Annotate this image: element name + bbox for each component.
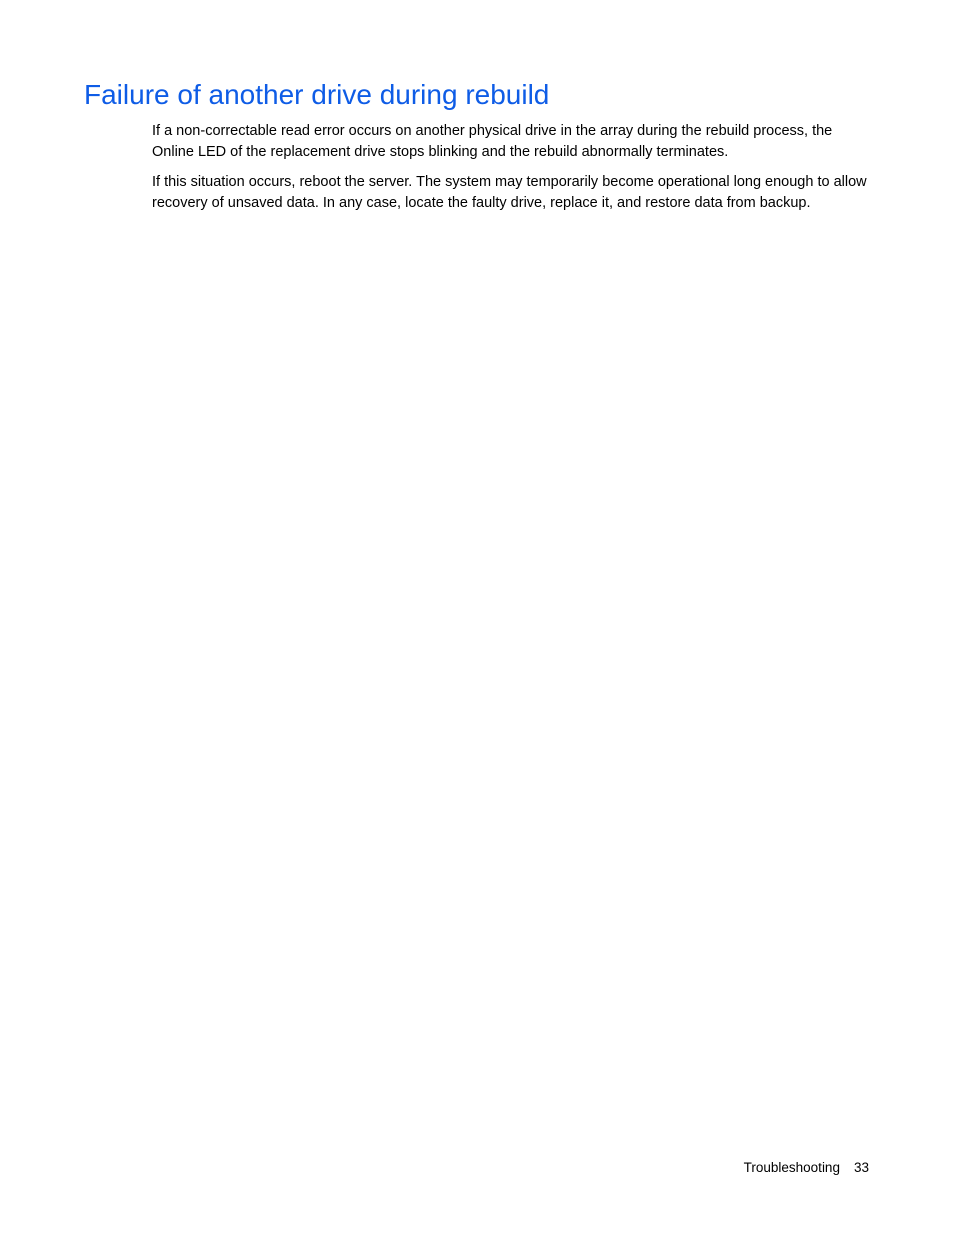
section-heading: Failure of another drive during rebuild <box>84 79 550 110</box>
page-footer <box>744 1158 869 1178</box>
footer-page-number: 33 <box>853 1160 869 1175</box>
footer-section-title: Troubleshooting <box>743 1160 840 1175</box>
body-paragraph-1: If a non-correctable read error occurs on another physical drive in the array during the rebuild process, the Online LED of the replacement drive stops blinking and the rebuild abnormally terminates. <box>152 123 833 160</box>
body-paragraph-2: If this situation occurs, reboot the server. The system may temporarily become operational long enough to allow recovery of unsaved data. In any case, locate the faulty drive, replace it, and restore data from backup. <box>152 174 867 211</box>
